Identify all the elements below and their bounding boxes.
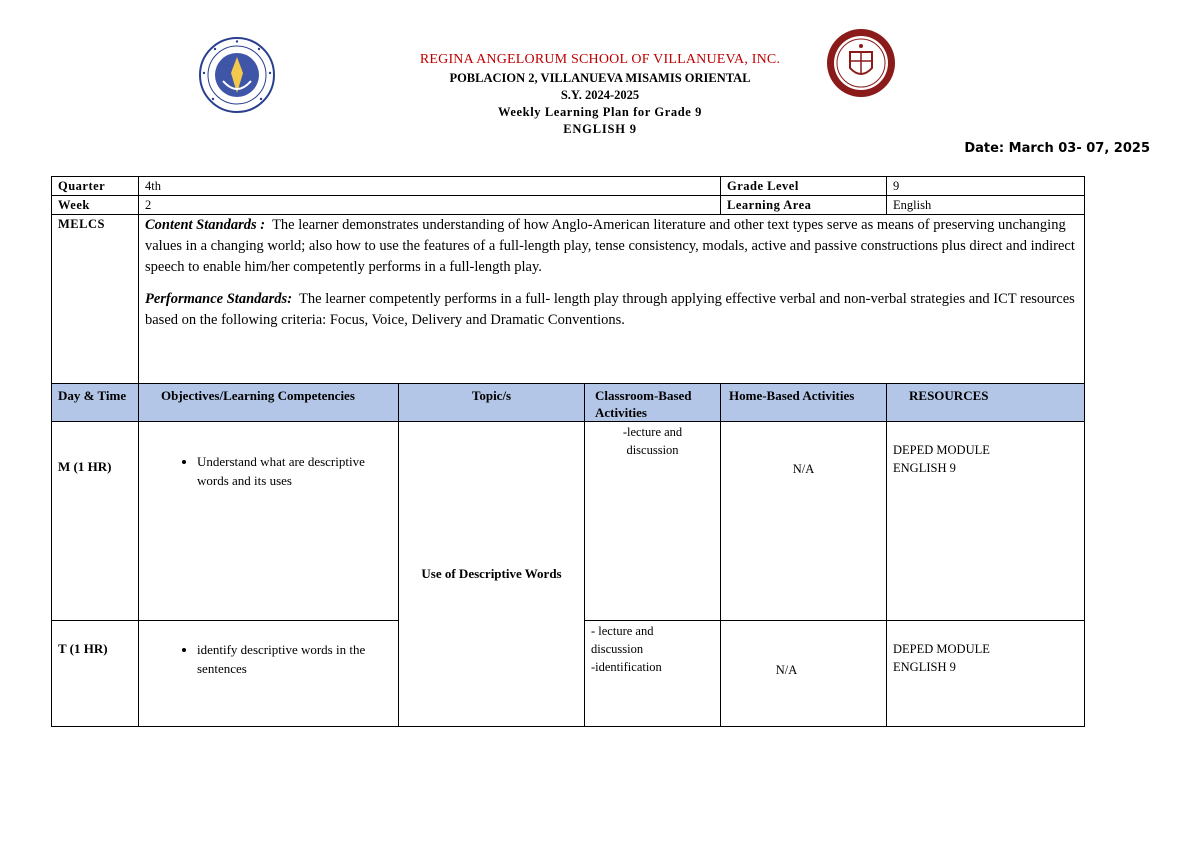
resource-line: DEPED MODULE bbox=[893, 642, 990, 656]
classroom-activity-line: discussion bbox=[591, 642, 644, 656]
melcs-label: MELCS bbox=[52, 215, 139, 384]
resource-line: ENGLISH 9 bbox=[893, 461, 956, 475]
classroom-activity-line: - lecture and bbox=[591, 624, 654, 638]
resources-cell bbox=[887, 422, 1085, 621]
topic-cell: Use of Descriptive Words bbox=[399, 422, 585, 727]
week-value: 2 bbox=[139, 196, 721, 215]
grade-level-value: 9 bbox=[887, 177, 1085, 196]
performance-standards-text: The learner competently performs in a full- length play through applying effective verbal and non-verbal strategies and ICT resources based on the following criteria: Focus, Voice, Delivery and Dramatic Conventions. bbox=[145, 291, 1075, 328]
quarter-value: 4th bbox=[139, 177, 721, 196]
classroom-activity-line: -lecture and bbox=[622, 425, 683, 439]
quarter-label: Quarter bbox=[52, 177, 139, 196]
col-day-time: Day & Time bbox=[52, 384, 139, 422]
objective-item: • identify descriptive words in the sentences bbox=[197, 640, 392, 678]
melcs-standards bbox=[139, 215, 1085, 384]
col-topics: Topic/s bbox=[399, 384, 585, 422]
objective-cell bbox=[139, 422, 399, 621]
resource-line: ENGLISH 9 bbox=[893, 660, 956, 674]
table-row bbox=[52, 422, 1085, 621]
home-activity-cell: N/A bbox=[721, 422, 887, 621]
content-standards-label: Content Standards : bbox=[145, 217, 266, 233]
performance-standards-label: Performance Standards: bbox=[145, 291, 293, 307]
day-time-cell: M (1 HR) bbox=[52, 422, 139, 621]
col-home-activities: Home-Based Activities bbox=[721, 384, 887, 422]
subject-title: ENGLISH 9 bbox=[563, 122, 637, 136]
grade-level-label: Grade Level bbox=[721, 177, 887, 196]
plan-title: Weekly Learning Plan for Grade 9 bbox=[497, 105, 703, 119]
day-time-cell: T (1 HR) bbox=[52, 621, 139, 727]
plan-date: Date: March 03- 07, 2025 bbox=[964, 141, 1150, 156]
col-objectives: Objectives/Learning Competencies bbox=[139, 384, 399, 422]
classroom-activity-cell bbox=[585, 621, 721, 727]
resource-line: DEPED MODULE bbox=[893, 443, 990, 457]
school-year: S.Y. 2024-2025 bbox=[560, 88, 640, 102]
classroom-activity-line: -identification bbox=[591, 660, 662, 674]
school-name: REGINA ANGELORUM SCHOOL OF VILLANUEVA, INC. bbox=[419, 52, 781, 67]
objective-cell bbox=[139, 621, 399, 727]
classroom-activity-line: discussion bbox=[626, 443, 679, 457]
resources-cell bbox=[887, 621, 1085, 727]
content-standards-text: The learner demonstrates understanding of how Anglo-American literature and other text types serve as means of preserving unchanging values in a changing world; also how to use the features of a full-length play, tense consistency, modals, active and passive constructions plus direct and indirect speech to enable him/her competently performs in a full-length play. bbox=[145, 217, 1075, 275]
home-activity-cell: N/A bbox=[721, 621, 887, 727]
classroom-activity-cell bbox=[585, 422, 721, 621]
col-classroom-activities: Classroom-Based Activities bbox=[585, 384, 721, 422]
school-address: POBLACION 2, VILLANUEVA MISAMIS ORIENTAL bbox=[449, 71, 751, 85]
week-label: Week bbox=[52, 196, 139, 215]
objective-item: • Understand what are descriptive words and its uses bbox=[197, 452, 392, 490]
learning-plan-table bbox=[51, 176, 1084, 727]
col-resources: RESOURCES bbox=[887, 384, 1085, 422]
learning-area-label: Learning Area bbox=[721, 196, 887, 215]
deped-seal-logo bbox=[199, 37, 275, 113]
learning-area-value: English bbox=[887, 196, 1085, 215]
